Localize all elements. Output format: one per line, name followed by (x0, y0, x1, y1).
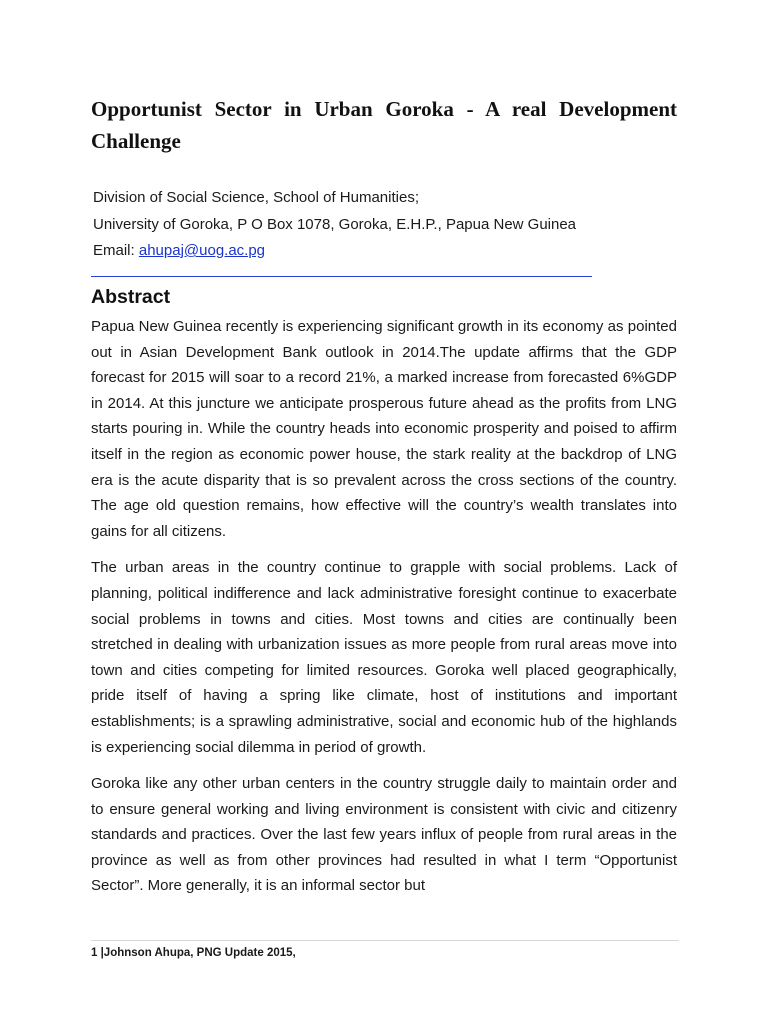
email-label: Email: (93, 242, 135, 259)
page-footer: 1 |Johnson Ahupa, PNG Update 2015, (91, 947, 296, 959)
email-line (93, 238, 653, 265)
affiliation-division: Division of Social Science, School of Humanities; (93, 189, 419, 206)
abstract-paragraph-1: Papua New Guinea recently is experiencing significant growth in its economy as pointed out in Asian Development Bank outlook in 2014.The update affirms that the GDP forecast for 2015 will soar to a record 21%, a marked increase from forecasted 6%GDP in 2014. At this juncture we anticipate prosperous future ahead as the profits from LNG starts pouring in. While the country heads into economic prosperity and poised to affirm itself in the region as economic power house, the stark reality at the backdrop of LNG era is the acute disparity that is so prevalent across the cross sections of the country. The age old question remains, how effective will the country’s wealth translates into gains for all citizens. (91, 318, 677, 540)
paper-title: Opportunist Sector in Urban Goroka - A real Development Challenge (91, 97, 677, 153)
email-link[interactable]: ahupaj@uog.ac.pg (138, 242, 266, 259)
affiliation-address: University of Goroka, P O Box 1078, Goroka, E.H.P., Papua New Guinea (93, 215, 577, 233)
author-affiliation (93, 185, 653, 265)
abstract-paragraph-3: Goroka like any other urban centers in the country struggle daily to maintain order and to ensure general working and living environment is consistent with civic and citizenry standards and practices. Over the last few years influx of people from rural areas in the province as well as from other provinces had resulted in what I term “Opportunist Sector”. More generally, it is an informal sector but (91, 775, 677, 895)
header-divider (91, 276, 592, 277)
abstract-paragraph-2: The urban areas in the country continue to grapple with social problems. Lack of planning, political indifference and lack administrative foresight continue to exacerbate social problems in towns and cities. Most towns and cities are continually been stretched in dealing with urbanization issues as more people from rural areas move into town and cities competing for limited resources. Goroka well placed geographically, pride itself of having a spring like climate, host of institutions and important establishments; is a sprawling administrative, social and economic hub of the highlands is experiencing social dilemma in period of growth. (91, 559, 677, 756)
abstract-heading: Abstract (91, 286, 171, 308)
abstract-body (91, 314, 677, 910)
footer-divider (91, 940, 679, 941)
